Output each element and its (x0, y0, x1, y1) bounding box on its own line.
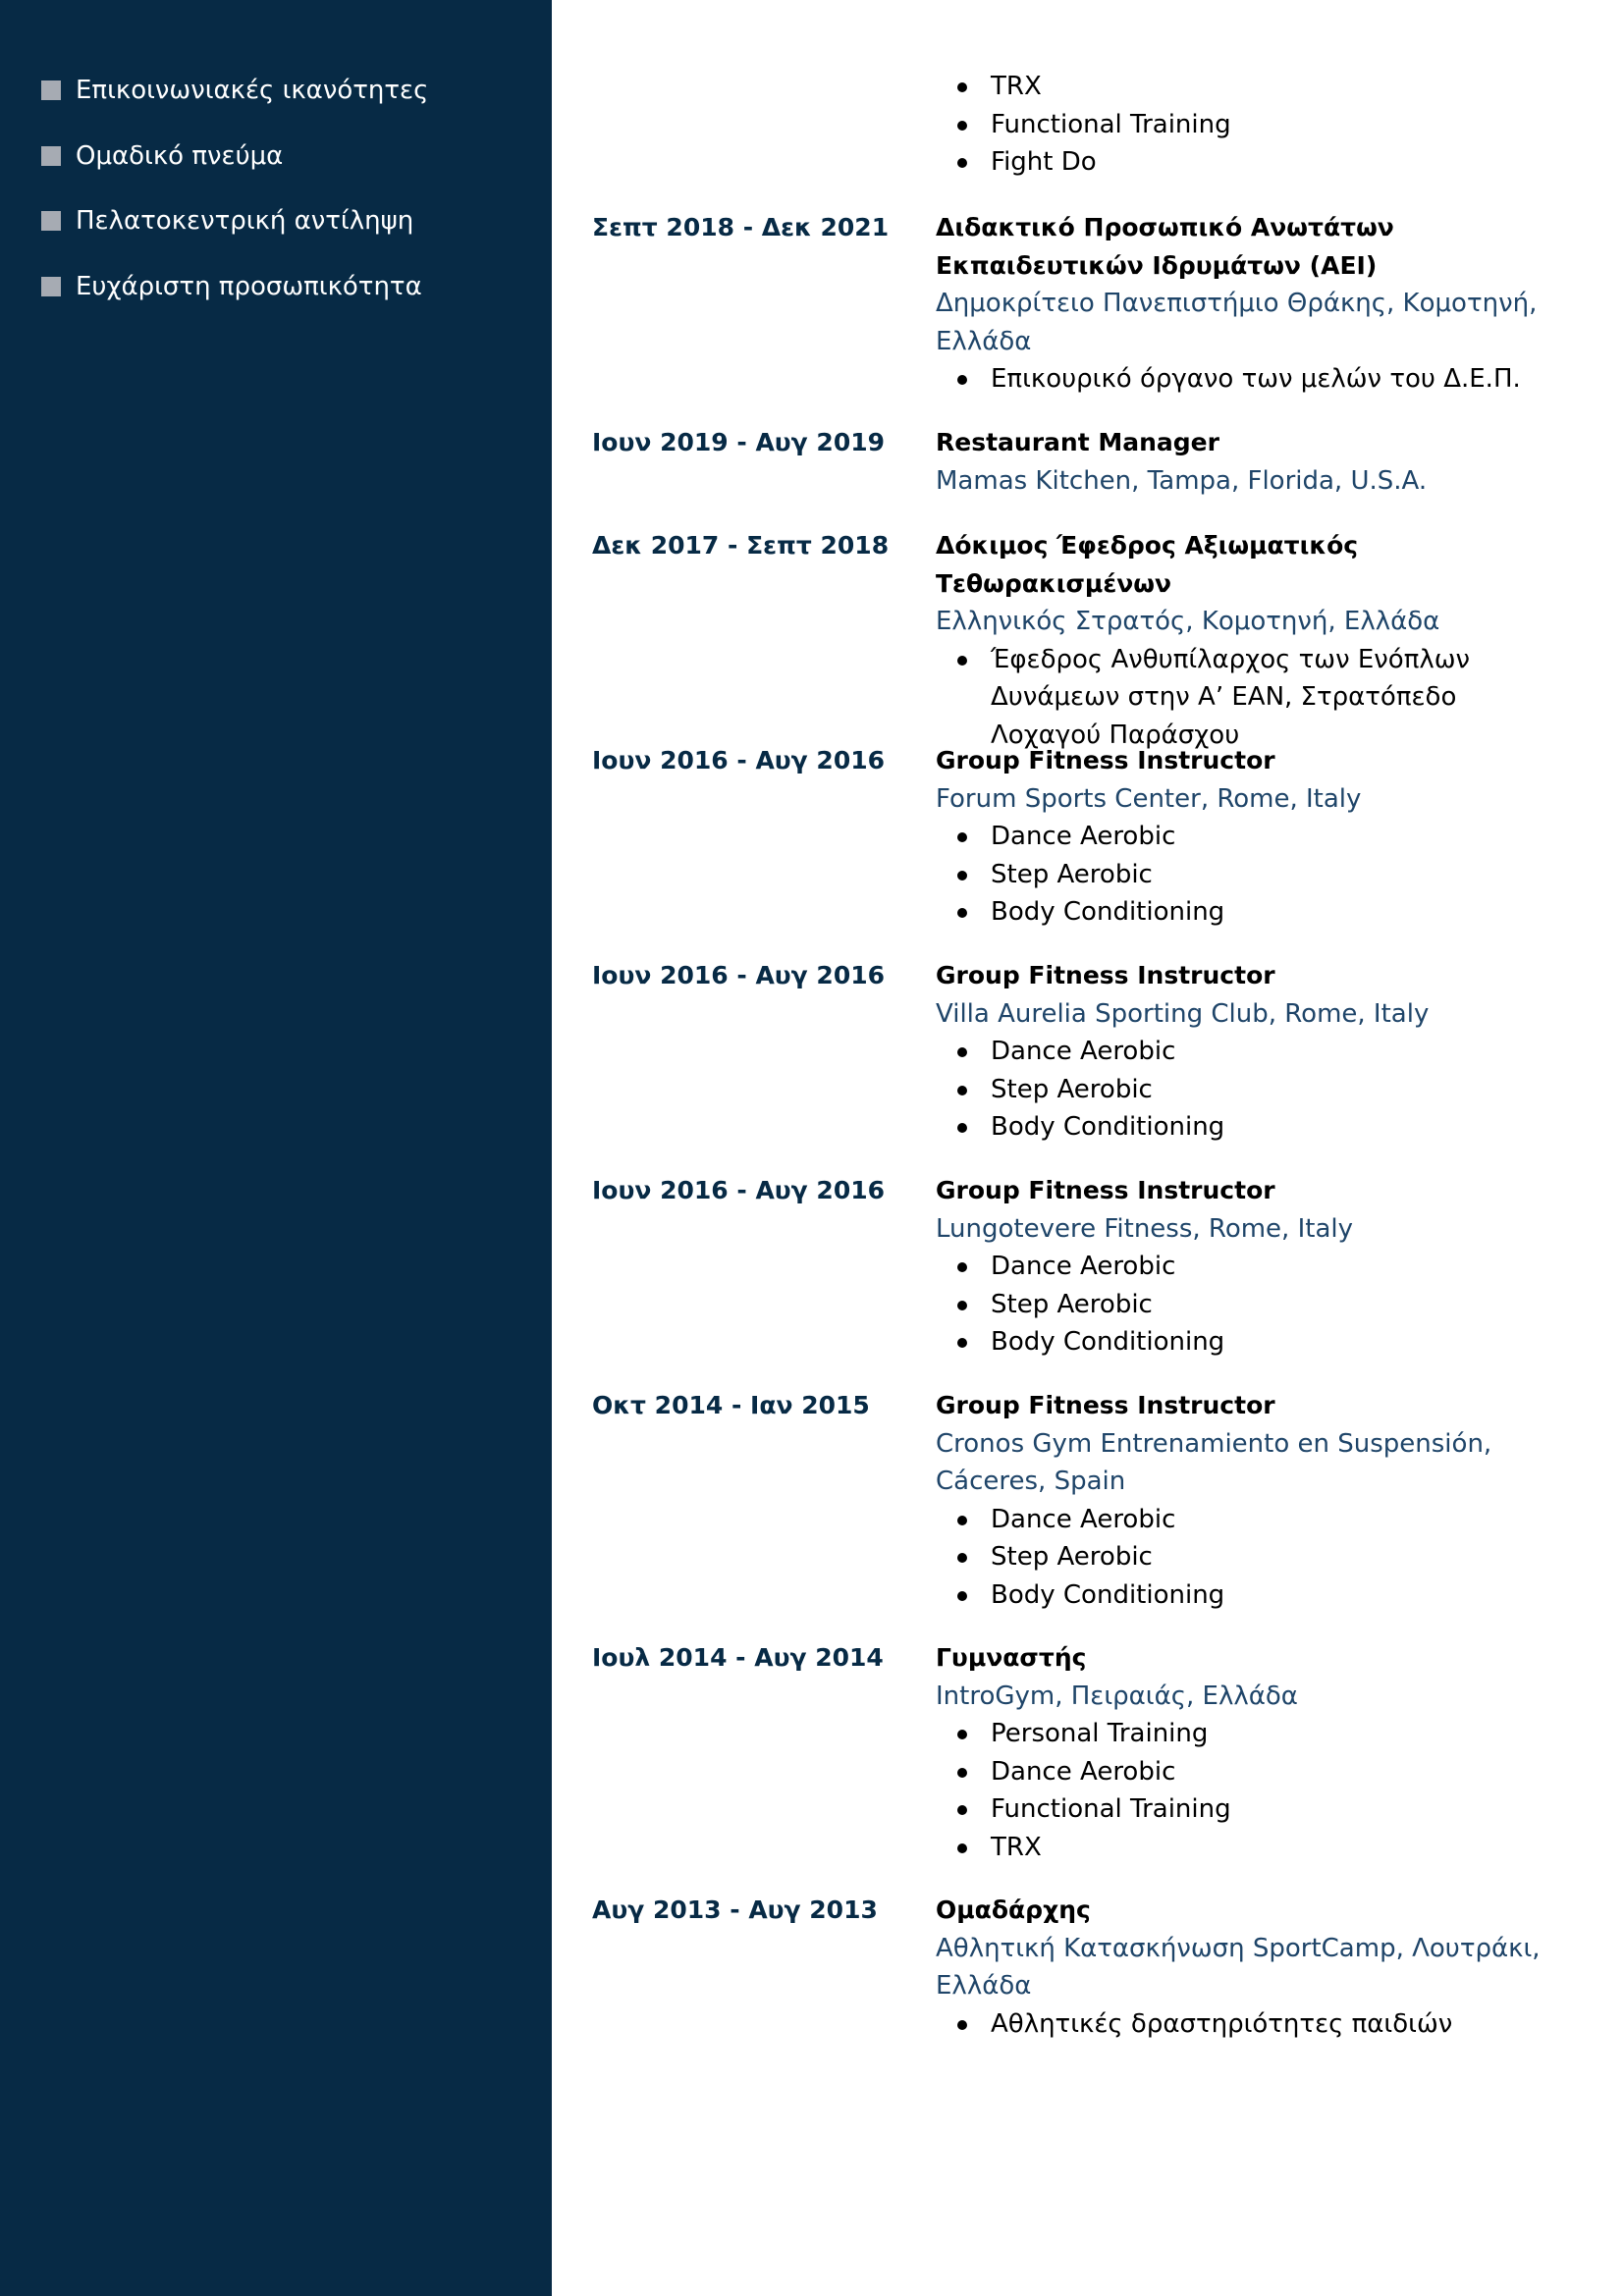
entry-date: Ιουν 2019 - Αυγ 2019 (592, 428, 885, 456)
bullet-item: Dance Aerobic (936, 1248, 1574, 1286)
bullet-list (936, 1033, 1574, 1147)
bullet-dot-icon (957, 1805, 967, 1815)
bullet-item: Step Aerobic (936, 1286, 1574, 1324)
bullet-list (936, 1715, 1574, 1866)
bullet-dot-icon (957, 832, 967, 842)
bullet-dot-icon (957, 908, 967, 918)
square-bullet-icon (41, 146, 61, 166)
bullet-dot-icon (957, 82, 967, 92)
bullet-item: TRX (936, 68, 1574, 106)
entry-content (936, 1892, 1574, 2043)
entry-date: Οκτ 2014 - Ιαν 2015 (592, 1391, 870, 1419)
entry-date: Ιουν 2016 - Αυγ 2016 (592, 1176, 885, 1204)
bullet-dot-icon (957, 1262, 967, 1272)
bullet-item: Step Aerobic (936, 1071, 1574, 1109)
bullet-list (936, 641, 1574, 755)
bullet-item: Επικουρικό όργανο των μελών του Δ.Ε.Π. (936, 360, 1574, 399)
bullet-dot-icon (957, 1730, 967, 1739)
bullet-item: Functional Training (936, 1790, 1574, 1829)
job-title: Group Fitness Instructor (936, 746, 1275, 774)
bullet-item: Fight Do (936, 143, 1574, 182)
job-title: Διδακτικό Προσωπικό Ανωτάτων Εκπαιδευτικών Ιδρυμάτων (ΑΕΙ) (936, 213, 1394, 280)
bullet-item: Dance Aerobic (936, 818, 1574, 856)
bullet-dot-icon (957, 1843, 967, 1853)
bullet-item: Step Aerobic (936, 856, 1574, 894)
entry-date: Ιουλ 2014 - Αυγ 2014 (592, 1643, 884, 1672)
bullet-dot-icon (957, 1338, 967, 1348)
bullet-list (936, 68, 1574, 182)
bullet-item: Body Conditioning (936, 1576, 1574, 1615)
square-bullet-icon (41, 211, 61, 231)
job-title: Group Fitness Instructor (936, 1391, 1275, 1419)
bullet-item: TRX (936, 1829, 1574, 1867)
job-title: Restaurant Manager (936, 428, 1219, 456)
bullet-item: Αθλητικές δραστηριότητες παιδιών (936, 2005, 1574, 2044)
job-title: Group Fitness Instructor (936, 961, 1275, 989)
entry-content (936, 742, 1574, 932)
job-title: Group Fitness Instructor (936, 1176, 1275, 1204)
skills-list (41, 69, 428, 330)
entry-content (936, 424, 1574, 500)
sidebar (0, 0, 552, 2296)
entry-content (936, 1387, 1574, 1614)
organization: Αθλητική Κατασκήνωση SportCamp, Λουτράκι, Ελλάδα (936, 1933, 1541, 2001)
bullet-list (936, 2005, 1574, 2044)
bullet-dot-icon (957, 2020, 967, 2030)
bullet-dot-icon (957, 121, 967, 131)
bullet-list (936, 360, 1574, 399)
entry-content (936, 209, 1574, 399)
bullet-item: Dance Aerobic (936, 1033, 1574, 1071)
entry-content (936, 527, 1574, 754)
bullet-dot-icon (957, 1553, 967, 1563)
bullet-item: Functional Training (936, 106, 1574, 144)
bullet-item: Body Conditioning (936, 1108, 1574, 1147)
organization: Ελληνικός Στρατός, Κομοτηνή, Ελλάδα (936, 607, 1440, 636)
job-title: Ομαδάρχης (936, 1896, 1091, 1924)
bullet-dot-icon (957, 1086, 967, 1095)
skill-label: Επικοινωνιακές ικανότητες (76, 76, 429, 105)
bullet-dot-icon (957, 1123, 967, 1133)
bullet-list (936, 1501, 1574, 1615)
bullet-item: Step Aerobic (936, 1538, 1574, 1576)
square-bullet-icon (41, 277, 61, 296)
job-title: Γυμναστής (936, 1643, 1087, 1672)
skill-label: Ομαδικό πνεύμα (76, 140, 284, 171)
bullet-item: Έφεδρος Ανθυπίλαρχος των Ενόπλων Δυνάμεων στην Α’ ΕΑΝ, Στρατόπεδο Λοχαγού Παράσχου (936, 641, 1574, 755)
square-bullet-icon (41, 80, 61, 100)
bullet-dot-icon (957, 1301, 967, 1310)
organization: Cronos Gym Entrenamiento en Suspensión, Cáceres, Spain (936, 1428, 1492, 1496)
bullet-dot-icon (957, 158, 967, 168)
skill-item (41, 199, 428, 242)
bullet-dot-icon (957, 1516, 967, 1525)
entry-date: Αυγ 2013 - Αυγ 2013 (592, 1896, 878, 1924)
bullet-dot-icon (957, 375, 967, 385)
skill-item (41, 69, 428, 112)
bullet-list (936, 818, 1574, 932)
organization: Lungotevere Fitness, Rome, Italy (936, 1213, 1353, 1244)
bullet-item: Personal Training (936, 1715, 1574, 1753)
bullet-dot-icon (957, 1047, 967, 1057)
bullet-dot-icon (957, 1768, 967, 1778)
skill-item (41, 265, 428, 308)
bullet-list (936, 1248, 1574, 1362)
organization: Δημοκρίτειο Πανεπιστήμιο Θράκης, Κομοτηνή, Ελλάδα (936, 289, 1538, 356)
bullet-item: Body Conditioning (936, 1323, 1574, 1362)
entry-date: Δεκ 2017 - Σεπτ 2018 (592, 531, 890, 560)
bullet-item: Body Conditioning (936, 893, 1574, 932)
entry-date: Ιουν 2016 - Αυγ 2016 (592, 746, 885, 774)
entry-content (936, 1172, 1574, 1362)
skill-item (41, 134, 428, 178)
organization: Villa Aurelia Sporting Club, Rome, Italy (936, 998, 1430, 1029)
skill-label: Πελατοκεντρική αντίληψη (76, 206, 414, 236)
organization: Forum Sports Center, Rome, Italy (936, 783, 1362, 814)
entry-date: Ιουν 2016 - Αυγ 2016 (592, 961, 885, 989)
bullet-dot-icon (957, 656, 967, 666)
organization: Mamas Kitchen, Tampa, Florida, U.S.A. (936, 465, 1428, 496)
bullet-dot-icon (957, 871, 967, 881)
bullet-dot-icon (957, 1591, 967, 1601)
job-title: Δόκιμος Έφεδρος Αξιωματικός Τεθωρακισμένων (936, 531, 1359, 598)
skill-label: Ευχάριστη προσωπικότητα (76, 271, 422, 301)
entry-content (936, 1639, 1574, 1866)
bullet-item: Dance Aerobic (936, 1501, 1574, 1539)
entry-content (936, 68, 1574, 182)
entry-content (936, 957, 1574, 1147)
organization: IntroGym, Πειραιάς, Ελλάδα (936, 1681, 1298, 1711)
bullet-item: Dance Aerobic (936, 1753, 1574, 1791)
entry-date: Σεπτ 2018 - Δεκ 2021 (592, 213, 890, 241)
